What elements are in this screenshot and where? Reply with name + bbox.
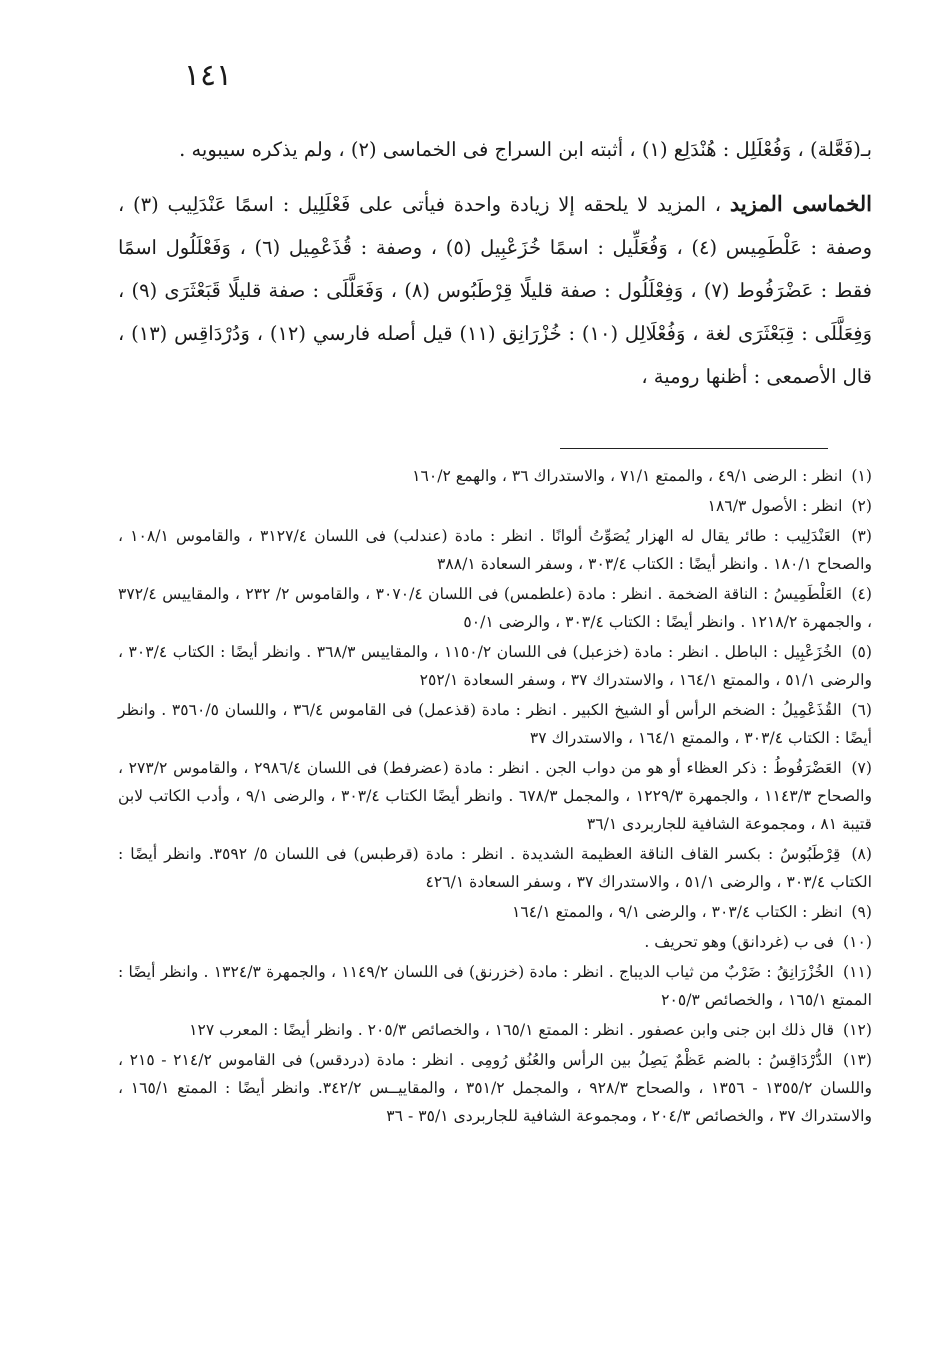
main-paragraph-2-body: ، المزيد لا يلحقه إلا زيادة واحدة فيأتى على فَعْلَلِيل : اسمًا عَنْدَلِيب (٣) ، وصفة : عَلْطَمِيس (٤) ، وَفُعَلِّيل : اسمًا خُزَعْبِيل (٥) ، وصفة : قُذَعْمِيل (٦) ، وَفَعْلَلُول اسمًا فقط : عَضْرَفُوط (٧) ، وَفِعْلَلُول : صفة قليلًا قِرْطَبُوس (٨) ، وَفَعَلَّلَى : صفة قليلًا قَبَعْثَرَى (٩) ، وَفِعَلَّلَى : قِبَعْثَرَى لغة ، وَفُعْلَالِل (١٠) : خُزْرَانِق (١١) قيل أصله فارسي (١٢) ، وَدُرْدَاقِس (١٣) ، قال الأصمعى : أظنها رومية ، [118,193,873,388]
footnote-number: (٢) [851,497,872,515]
main-text [118,130,872,398]
footnote [118,1046,872,1130]
footnote-text: انظر : الكتاب ٣٠٣/٤ ، والرضى ٩/١ ، والممتع ١٦٤/١ [511,903,843,921]
main-paragraph-2 [118,182,872,398]
footnote-number: (٣) [851,527,872,545]
footnote-number: (١) [851,467,872,485]
footnote-number: (٥) [851,643,872,661]
footnote-number: (١١) [843,963,872,981]
footnote [118,696,872,752]
footnote [118,1016,872,1044]
footnote-number: (١٠) [843,933,872,951]
footnote-number: (٤) [851,585,872,603]
footnote [118,522,872,578]
footnote [118,840,872,896]
footnote-number: (١٢) [843,1021,872,1039]
footnote [118,492,872,520]
footnotes [118,462,872,1132]
footnote-text: قِرْطَبُوسُ : بكسر القاف الناقة العظيمة الشديدة . انظر : مادة (قرطبس) فى اللسان ٥/ ٣٥٩٢. وانظر أيضًا : الكتاب ٣٠٣/٤ ، والرضى ٥١/١ ، والاستدراك ٣٧ ، وسفر السعادة ٤٢٦/١ [118,845,872,891]
footnote-number: (٦) [851,701,872,719]
footnote [118,580,872,636]
footnote [118,898,872,926]
footnote-text: انظر : الأصول ١٨٦/٣ [707,497,843,515]
main-paragraph-1: بـ(فَعَّلة) ، وَفُعْلَلِل : هُنْدَلِع (١) ، أثبته ابن السراج فى الخماسى (٢) ، ولم يذكره سيبويه . [179,138,872,161]
footnote [118,754,872,838]
footnote-separator [560,448,828,449]
footnote [118,928,872,956]
page-number: ١٤١ [183,58,233,93]
footnote-number: (٩) [851,903,872,921]
footnote-text: قال ذلك ابن جنى وابن عصفور . انظر : الممتع ١٦٥/١ ، والخصائص ٢٠٥/٣ . وانظر أيضًا : المعرب ١٢٧ [189,1021,835,1039]
footnote-text: القُذَعْمِيلُ : الضخم الرأس أو الشيخ الكبير . انظر : مادة (قذعمل) فى القاموس ٣٦/٤ ، واللسان ٣٥٦٠/٥ . وانظر أيضًا : الكتاب ٣٠٣/٤ ، والممتع ١٦٤/١ ، والاستدراك ٣٧ [118,701,872,747]
footnote [118,638,872,694]
footnote-number: (١٣) [843,1051,872,1069]
footnote-text: الخُزَعْبِيل : الباطل . انظر : مادة (خزعبل) فى اللسان ١١٥٠/٢ ، والمقاييس ٣٦٨/٣ . وانظر أيضًا : الكتاب ٣٠٣/٤ ، والرضى ٥١/١ ، والممتع ١٦٤/١ ، والاستدراك ٣٧ ، وسفر السعادة ٢٥٢/١ [118,643,872,689]
footnote-text: الدُّرْدَاقِسُ : بالضم عَظْمٌ يَصِلُ بين الرأس والعُنُق رُومِى . انظر : مادة (دردقس) فى القاموس ٢١٤/٢ - ٢١٥ ، واللسان ١٣٥٥/٢ - ١٣٥٦ ، والصحاح ٩٢٨/٣ ، والمجمل ٣٥١/٢ ، والمقاييــس ٣٤٢/٢. وانظر أيضًا : الممتع ١٦٥/١ ، والاستدراك ٣٧ ، والخصائص ٢٠٤/٣ ، ومجموعة الشافية للجاربردى ٣٥/١ - ٣٦ [118,1051,872,1125]
footnote-text: فى ب (غردانق) وهو تحريف . [644,933,835,951]
footnote-text: انظر : الرضى ٤٩/١ ، والممتع ٧١/١ ، والاستدراك ٣٦ ، والهمع ١٦٠/٢ [412,467,843,485]
footnote-text: العَضْرَفُوطُ : ذكر العظاء أو هو من دواب الجن . انظر : مادة (عضرفط) فى اللسان ٢٩٨٦/٤ ، والقاموس ٢٧٣/٢ ، والصحاح ١١٤٣/٣ ، والجمهرة ١٢٢٩/٣ ، والمجمل ٦٧٨/٣ . وانظر أيضًا الكتاب ٣٠٣/٤ ، والرضى ٩/١ ، وأدب الكاتب لابن قتيبة ٨١ ، ومجموعة الشافية للجاربردى ٣٦/١ [118,759,872,833]
footnote-text: العَلْطَمِيسُ : الناقة الضخمة . انظر : مادة (علطمس) فى اللسان ٣٠٧٠/٤ ، والقاموس ٢/ ٢٣٢ ، والمقاييس ٣٧٢/٤ ، والجمهرة ١٢١٨/٢ . وانظر أيضًا : الكتاب ٣٠٣/٤ ، والرضى ٥٠/١ [118,585,872,631]
footnote-text: الخُزْرَانِقُ : ضَرْبٌ من ثياب الديباج . انظر : مادة (خزرنق) فى اللسان ١١٤٩/٢ ، والجمهرة ١٣٢٤/٣ . وانظر أيضًا : الممتع ١٦٥/١ ، والخصائص ٢٠٥/٣ [118,963,872,1009]
footnote-number: (٨) [851,845,872,863]
footnote [118,462,872,490]
section-heading: الخماسى المزيد [729,191,872,216]
footnote-number: (٧) [851,759,872,777]
footnote [118,958,872,1014]
footnote-text: العَنْدَلِيب : طائر يقال له الهزار يُصَوِّتُ ألوانًا . انظر : مادة (عندلب) فى اللسان ٣١٢٧/٤ ، والقاموس ١٠٨/١ ، والصحاح ١٨٠/١ . وانظر أيضًا : الكتاب ٣٠٣/٤ ، وسفر السعادة ٣٨٨/١ [118,527,872,573]
